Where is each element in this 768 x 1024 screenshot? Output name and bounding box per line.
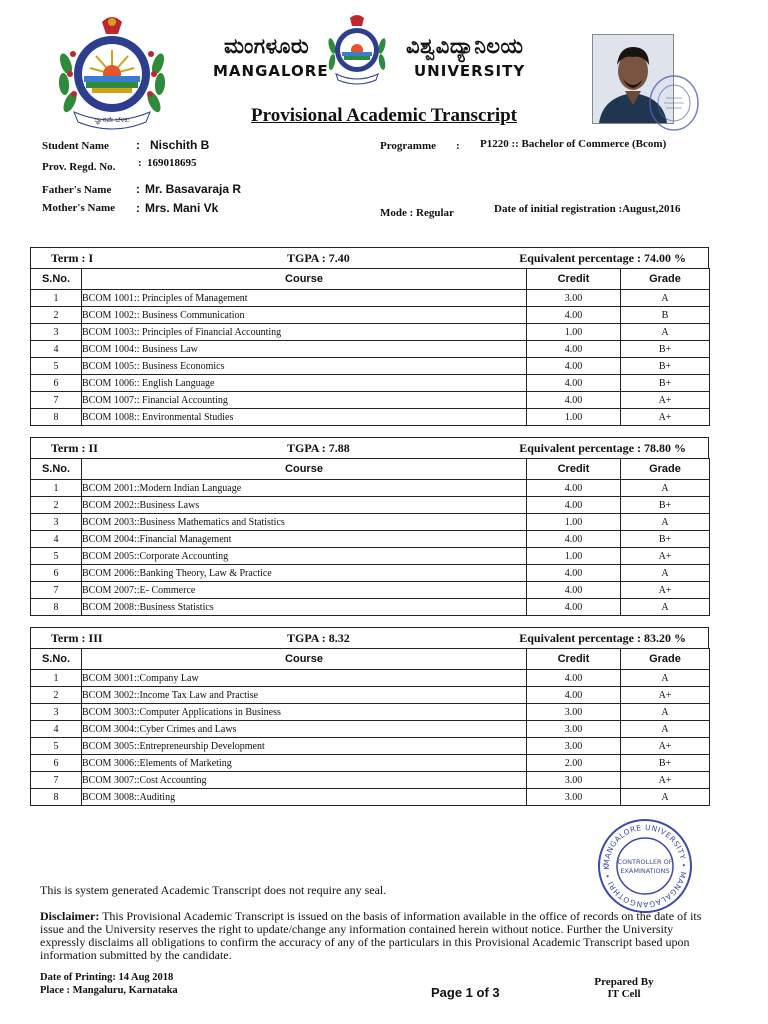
cell-credit: 3.00 xyxy=(527,789,621,806)
disclaimer-label: Disclaimer: xyxy=(40,909,100,923)
table-row xyxy=(31,290,710,307)
prepared-by xyxy=(586,976,662,1000)
table-row xyxy=(31,324,710,341)
table-row xyxy=(31,497,710,514)
cell-credit: 4.00 xyxy=(527,375,621,392)
term-header xyxy=(30,437,709,458)
controller-of-examinations-seal-icon xyxy=(597,818,693,914)
cell-credit: 4.00 xyxy=(527,670,621,687)
col-header-grade: Grade xyxy=(621,459,710,480)
logo-motto: ಜ್ಞಾನವೇ ಬೆಳಕು xyxy=(94,116,130,124)
prepared-by-dept: IT Cell xyxy=(607,988,641,1000)
cell-credit: 1.00 xyxy=(527,409,621,426)
cell-grade: A+ xyxy=(621,409,710,426)
col-header-grade: Grade xyxy=(621,269,710,290)
table-row xyxy=(31,670,710,687)
cell-credit: 4.00 xyxy=(527,687,621,704)
seal-ring-text: MANGALORE UNIVERSITY • MANGALAGANGOTHRI • K xyxy=(601,822,689,910)
table-row xyxy=(31,789,710,806)
cell-credit: 1.00 xyxy=(527,324,621,341)
mother-name-label: Mother's Name xyxy=(42,202,116,214)
university-logo-center xyxy=(326,12,388,88)
col-header-course: Course xyxy=(82,269,527,290)
document-title: Provisional Academic Transcript xyxy=(251,105,517,126)
cell-credit: 3.00 xyxy=(527,738,621,755)
term-name: Term : III xyxy=(51,631,103,645)
cell-grade: B+ xyxy=(621,531,710,548)
university-name-english-left: MANGALORE xyxy=(213,62,329,80)
cell-grade: A xyxy=(621,565,710,582)
cell-grade: A xyxy=(621,324,710,341)
disclaimer-text: This Provisional Academic Transcript is issued on the basis of information available in the office of records on the date of its issue and the University reserves the right to update/change any information contained herein without notice. Further the University expressly disclaims all obligations to confirm the accuracy of any of the particulars in this Provisional Academic Transcript based upon information submitted by the candidate. xyxy=(40,909,702,962)
cell-sno: 6 xyxy=(31,375,82,392)
table-row xyxy=(31,582,710,599)
father-name-sep: : xyxy=(136,182,140,196)
cell-course: BCOM 1005:: Business Economics xyxy=(82,358,527,375)
term-tgpa: TGPA : 8.32 xyxy=(287,631,350,645)
table-row xyxy=(31,341,710,358)
cell-sno: 7 xyxy=(31,392,82,409)
programme-label: Programme xyxy=(380,140,436,152)
term-equivalent-percentage: Equivalent percentage : 83.20 % xyxy=(519,631,686,645)
table-row xyxy=(31,599,710,616)
cell-sno: 7 xyxy=(31,772,82,789)
cell-grade: A+ xyxy=(621,548,710,565)
cell-grade: A xyxy=(621,789,710,806)
term-equivalent-percentage: Equivalent percentage : 78.80 % xyxy=(519,441,686,455)
cell-sno: 3 xyxy=(31,704,82,721)
prepared-by-label: Prepared By xyxy=(594,976,654,988)
cell-course: BCOM 1003:: Principles of Financial Accounting xyxy=(82,324,527,341)
term-block xyxy=(30,247,709,426)
cell-sno: 1 xyxy=(31,290,82,307)
cell-grade: A+ xyxy=(621,687,710,704)
cell-course: BCOM 3008::Auditing xyxy=(82,789,527,806)
cell-grade: A+ xyxy=(621,738,710,755)
cell-grade: A xyxy=(621,514,710,531)
cell-credit: 4.00 xyxy=(527,565,621,582)
cell-grade: A xyxy=(621,721,710,738)
table-row xyxy=(31,514,710,531)
cell-grade: A xyxy=(621,704,710,721)
table-header-row xyxy=(31,459,710,480)
cell-sno: 4 xyxy=(31,531,82,548)
cell-grade: A+ xyxy=(621,392,710,409)
col-header-credit: Credit xyxy=(527,269,621,290)
cell-sno: 1 xyxy=(31,480,82,497)
cell-course: BCOM 3006::Elements of Marketing xyxy=(82,755,527,772)
cell-grade: B+ xyxy=(621,497,710,514)
cell-grade: A xyxy=(621,290,710,307)
cell-course: BCOM 2005::Corporate Accounting xyxy=(82,548,527,565)
table-header-row xyxy=(31,269,710,290)
cell-grade: B xyxy=(621,307,710,324)
cell-sno: 5 xyxy=(31,358,82,375)
father-name-label: Father's Name xyxy=(42,184,112,196)
term-tgpa: TGPA : 7.40 xyxy=(287,251,350,265)
table-row xyxy=(31,721,710,738)
cell-credit: 3.00 xyxy=(527,721,621,738)
cell-course: BCOM 2002::Business Laws xyxy=(82,497,527,514)
regd-no-label: Prov. Regd. No. xyxy=(42,161,116,173)
cell-sno: 1 xyxy=(31,670,82,687)
cell-course: BCOM 3007::Cost Accounting xyxy=(82,772,527,789)
term-header xyxy=(30,627,709,648)
cell-grade: A+ xyxy=(621,582,710,599)
cell-credit: 4.00 xyxy=(527,531,621,548)
cell-sno: 3 xyxy=(31,324,82,341)
table-row xyxy=(31,772,710,789)
cell-course: BCOM 1001:: Principles of Management xyxy=(82,290,527,307)
regd-no-sep: : xyxy=(138,157,142,169)
university-name-kannada-right: ವಿಶ್ವವಿದ್ಯಾನಿಲಯ xyxy=(406,34,524,58)
term-equivalent-percentage: Equivalent percentage : 74.00 % xyxy=(519,251,686,265)
cell-course: BCOM 3002::Income Tax Law and Practise xyxy=(82,687,527,704)
cell-course: BCOM 3005::Entrepreneurship Development xyxy=(82,738,527,755)
table-row xyxy=(31,704,710,721)
col-header-grade: Grade xyxy=(621,649,710,670)
cell-credit: 4.00 xyxy=(527,599,621,616)
mother-name-sep: : xyxy=(136,201,140,215)
table-row xyxy=(31,409,710,426)
cell-sno: 5 xyxy=(31,738,82,755)
term-block xyxy=(30,627,709,806)
cell-course: BCOM 2006::Banking Theory, Law & Practice xyxy=(82,565,527,582)
course-table xyxy=(30,648,710,806)
cell-credit: 4.00 xyxy=(527,358,621,375)
cell-sno: 4 xyxy=(31,341,82,358)
cell-sno: 4 xyxy=(31,721,82,738)
col-header-course: Course xyxy=(82,459,527,480)
cell-course: BCOM 1004:: Business Law xyxy=(82,341,527,358)
father-name-value: Mr. Basavaraja R xyxy=(145,182,242,196)
cell-course: BCOM 1006:: English Language xyxy=(82,375,527,392)
cell-grade: A xyxy=(621,480,710,497)
term-header xyxy=(30,247,709,268)
regd-no-value: 169018695 xyxy=(147,157,197,169)
table-row xyxy=(31,531,710,548)
cell-course: BCOM 2008::Business Statistics xyxy=(82,599,527,616)
cell-grade: A xyxy=(621,599,710,616)
table-row xyxy=(31,480,710,497)
cell-sno: 3 xyxy=(31,514,82,531)
cell-credit: 4.00 xyxy=(527,307,621,324)
col-header-sno: S.No. xyxy=(31,649,82,670)
printing-date: Date of Printing: 14 Aug 2018 xyxy=(40,972,174,983)
cell-grade: A xyxy=(621,670,710,687)
disclaimer xyxy=(40,910,705,962)
no-seal-note: This is system generated Academic Transcript does not require any seal. xyxy=(40,883,387,897)
term-tgpa: TGPA : 7.88 xyxy=(287,441,350,455)
term-block xyxy=(30,437,709,616)
student-name-label: Student Name xyxy=(42,140,109,152)
cell-course: BCOM 2004::Financial Management xyxy=(82,531,527,548)
table-row xyxy=(31,738,710,755)
page-number: Page 1 of 3 xyxy=(431,985,500,1000)
table-row xyxy=(31,755,710,772)
cell-course: BCOM 1008:: Environmental Studies xyxy=(82,409,527,426)
table-row xyxy=(31,375,710,392)
cell-sno: 6 xyxy=(31,565,82,582)
table-row xyxy=(31,687,710,704)
table-header-row xyxy=(31,649,710,670)
cell-course: BCOM 3003::Computer Applications in Business xyxy=(82,704,527,721)
cell-course: BCOM 2001::Modern Indian Language xyxy=(82,480,527,497)
cell-course: BCOM 1002:: Business Communication xyxy=(82,307,527,324)
cell-credit: 4.00 xyxy=(527,341,621,358)
cell-credit: 4.00 xyxy=(527,392,621,409)
table-row xyxy=(31,392,710,409)
mother-name-value: Mrs. Mani Vk xyxy=(145,201,219,215)
cell-credit: 3.00 xyxy=(527,290,621,307)
university-name-english-right: UNIVERSITY xyxy=(414,62,526,80)
cell-credit: 1.00 xyxy=(527,514,621,531)
cell-grade: B+ xyxy=(621,755,710,772)
cell-sno: 6 xyxy=(31,755,82,772)
cell-course: BCOM 3001::Company Law xyxy=(82,670,527,687)
cell-grade: A+ xyxy=(621,772,710,789)
cell-credit: 4.00 xyxy=(527,480,621,497)
table-row xyxy=(31,358,710,375)
col-header-credit: Credit xyxy=(527,459,621,480)
table-row xyxy=(31,307,710,324)
cell-credit: 3.00 xyxy=(527,704,621,721)
cell-credit: 3.00 xyxy=(527,772,621,789)
student-name-value: Nischith B xyxy=(150,138,210,152)
col-header-credit: Credit xyxy=(527,649,621,670)
col-header-sno: S.No. xyxy=(31,459,82,480)
cell-sno: 8 xyxy=(31,789,82,806)
programme-value: P1220 :: Bachelor of Commerce (Bcom) xyxy=(480,138,667,150)
cell-course: BCOM 3004::Cyber Crimes and Laws xyxy=(82,721,527,738)
cell-course: BCOM 1007:: Financial Accounting xyxy=(82,392,527,409)
cell-credit: 4.00 xyxy=(527,497,621,514)
programme-sep: : xyxy=(456,140,460,152)
cell-sno: 2 xyxy=(31,687,82,704)
cell-course: BCOM 2003::Business Mathematics and Statistics xyxy=(82,514,527,531)
cell-sno: 2 xyxy=(31,307,82,324)
table-row xyxy=(31,548,710,565)
cell-sno: 7 xyxy=(31,582,82,599)
cell-sno: 8 xyxy=(31,409,82,426)
course-table xyxy=(30,458,710,616)
cell-sno: 2 xyxy=(31,497,82,514)
course-table xyxy=(30,268,710,426)
cell-grade: B+ xyxy=(621,358,710,375)
term-name: Term : I xyxy=(51,251,94,265)
study-mode: Mode : Regular xyxy=(380,207,454,219)
initial-registration-date: Date of initial registration :August,2016 xyxy=(494,203,681,215)
seal-center-line2: EXAMINATIONS xyxy=(620,867,670,875)
col-header-sno: S.No. xyxy=(31,269,82,290)
cell-credit: 1.00 xyxy=(527,548,621,565)
term-name: Term : II xyxy=(51,441,98,455)
col-header-course: Course xyxy=(82,649,527,670)
cell-sno: 8 xyxy=(31,599,82,616)
printing-place: Place : Mangaluru, Karnataka xyxy=(40,985,178,996)
table-row xyxy=(31,565,710,582)
cell-course: BCOM 2007::E- Commerce xyxy=(82,582,527,599)
university-name-kannada-left: ಮಂಗಳೂರು xyxy=(224,34,310,58)
student-name-sep: : xyxy=(136,138,140,152)
cell-sno: 5 xyxy=(31,548,82,565)
seal-center-line1: CONTROLLER OF xyxy=(617,858,673,866)
cell-grade: B+ xyxy=(621,341,710,358)
cell-credit: 2.00 xyxy=(527,755,621,772)
cell-grade: B+ xyxy=(621,375,710,392)
cell-credit: 4.00 xyxy=(527,582,621,599)
